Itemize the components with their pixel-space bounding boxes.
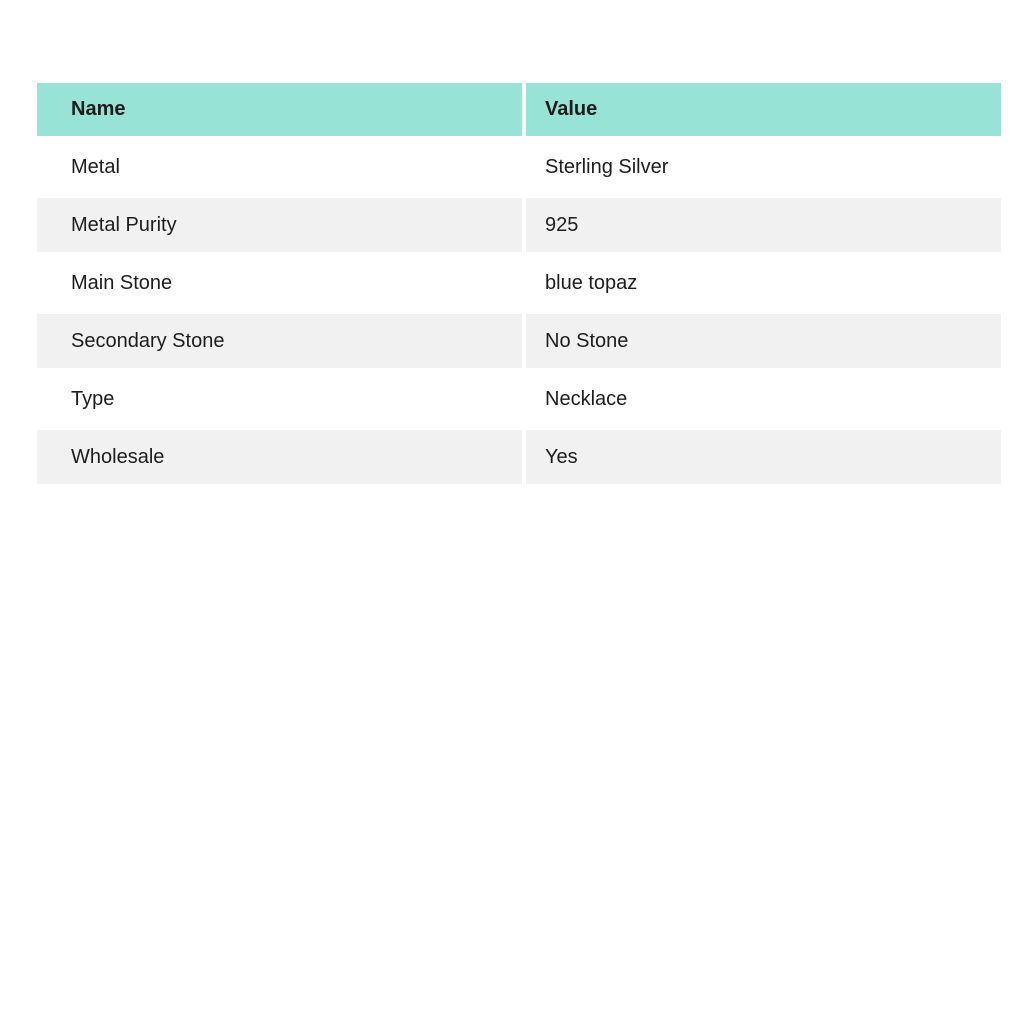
- header-cell-name: Name: [37, 83, 522, 140]
- table-header: [37, 83, 1001, 140]
- row-name-cell: Secondary Stone: [37, 314, 522, 372]
- row-name-cell: Wholesale: [37, 430, 522, 488]
- row-value-cell: Necklace: [522, 372, 1001, 430]
- row-value-cell: blue topaz: [522, 256, 1001, 314]
- row-value-cell: No Stone: [522, 314, 1001, 372]
- product-attributes-table: [37, 83, 1001, 488]
- row-name-cell: Type: [37, 372, 522, 430]
- row-name-cell: Main Stone: [37, 256, 522, 314]
- table-row: [37, 256, 1001, 314]
- table-row: [37, 430, 1001, 488]
- table-row: [37, 198, 1001, 256]
- row-name-cell: Metal Purity: [37, 198, 522, 256]
- table-row: [37, 372, 1001, 430]
- row-value-cell: Sterling Silver: [522, 140, 1001, 198]
- table-body: [37, 140, 1001, 488]
- row-name-cell: Metal: [37, 140, 522, 198]
- row-value-cell: Yes: [522, 430, 1001, 488]
- table-row: [37, 314, 1001, 372]
- header-row: [37, 83, 1001, 140]
- table-row: [37, 140, 1001, 198]
- row-value-cell: 925: [522, 198, 1001, 256]
- header-cell-value: Value: [522, 83, 1001, 140]
